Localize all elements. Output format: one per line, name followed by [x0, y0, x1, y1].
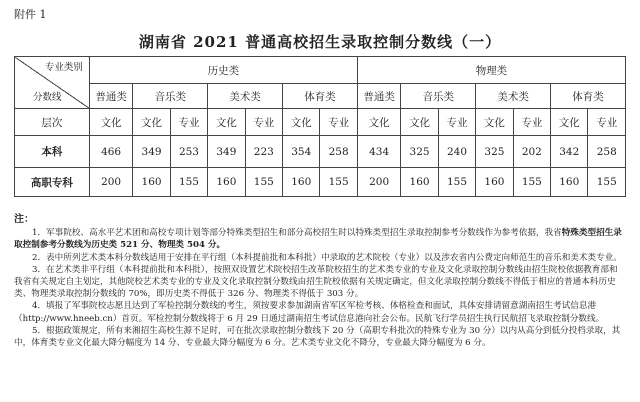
category-header: 体育类 [551, 84, 626, 109]
subheader-cell: 专业 [320, 109, 357, 136]
subheader-cell: 文化 [357, 109, 400, 136]
subheader-cell: 专业 [588, 109, 626, 136]
category-header: 美术类 [476, 84, 551, 109]
document-title: 湖南省 2021 普通高校招生录取控制分数线（一） [138, 33, 502, 51]
table-cell: 258 [588, 136, 626, 168]
note-item [14, 264, 626, 301]
score-table [14, 56, 626, 197]
subheader-cell: 文化 [283, 109, 320, 136]
attachment-label: 附件 1 [14, 8, 47, 21]
note-item [14, 252, 626, 264]
note-emphasis: 特殊类型招生录取控制参考分数线为历史类 521 分、物理类 504 分。 [14, 228, 622, 251]
note-text: 5．根据政策规定，所有来湘招生高校生源不足时，可在批次录取控制分数线下 20 分（高职专科批次的特殊专业为 30 分）以内从高分到低分投档录取，其中，体育类专业文化最大降分幅度为 14 分、专业最大降分幅度为 6 分。艺术类专业文化不降分，专业最大降分幅度为 6 分。 [14, 325, 621, 349]
table-cell: 325 [401, 136, 438, 168]
table-cell: 155 [245, 168, 282, 197]
table-cell: 200 [89, 168, 132, 197]
table-cell: 202 [513, 136, 550, 168]
subheader-cell: 专业 [438, 109, 475, 136]
table-cell: 466 [89, 136, 132, 168]
table-cell: 160 [133, 168, 170, 197]
subheader-cell: 文化 [476, 109, 513, 136]
category-header: 普通类 [357, 84, 400, 109]
table-cell: 160 [208, 168, 245, 197]
row-label: 本科 [15, 136, 90, 168]
table-cell: 342 [551, 136, 588, 168]
table-cell: 354 [283, 136, 320, 168]
subheader-cell: 专业 [245, 109, 282, 136]
row-label: 高职专科 [15, 168, 90, 197]
subheader-cell: 专业 [170, 109, 207, 136]
corner-top-label: 专业类别 [44, 62, 83, 73]
table-cell: 160 [476, 168, 513, 197]
table-cell: 240 [438, 136, 475, 168]
note-text: 4．填报了军事院校志愿且达到了军检控制分数线的考生，须按要求参加湖南省军区军检考核、体格检查和面试，具体安排请留意湖南招生考试信息港（http://www.hneeb.cn）首页。军检控制分数线将于 6 月 29 日通过湖南招生考试信息港向社会公布。民航飞行学员招生执行民航招飞录取控制分数线。 [14, 301, 605, 324]
notes-title: 注： [14, 214, 34, 225]
table-row [15, 136, 626, 168]
note-text: 1．军事院校、高水平艺术团和高校专项计划等部分特殊类型招生和部分高校招生时以特殊类型招生录取控制参考分数线作为参考依据，我省 [32, 228, 562, 239]
category-header: 音乐类 [133, 84, 208, 109]
table-row [15, 168, 626, 197]
table-cell: 160 [551, 168, 588, 197]
level-header: 层次 [15, 109, 90, 136]
category-header: 普通类 [89, 84, 132, 109]
note-text: 3．在艺术类非平行组（本科提前批和本科批），按照双设置艺术院校招生改革院校招生的艺术类专业的专业及文化录取控制分数线由招生院校依据教育部和我省有关规定自主划定，其他院校艺术类专业的专业及文化录取控制分数线由招生院校依据有关规定确定，但文化录取控制分数线不得低于相应的普通本科历史类、物理类录取控制分数线的 70%，即历史类不得低于 326 分、物理类不得低于 303 分。 [14, 264, 618, 300]
table-cell: 434 [357, 136, 400, 168]
subheader-cell: 文化 [208, 109, 245, 136]
category-header: 音乐类 [401, 84, 476, 109]
corner-header-cell [15, 57, 90, 109]
table-cell: 258 [320, 136, 357, 168]
note-text: 2．表中所列艺术类本科分数线适用于安排在平行组（本科提前批和本科批）中录取的艺术院校（专业）以及涉农省内公费定向师范生的音乐和美术类专业。 [32, 252, 622, 263]
table-cell: 155 [588, 168, 626, 197]
note-item [14, 227, 626, 251]
table-cell: 155 [513, 168, 550, 197]
subheader-cell: 文化 [401, 109, 438, 136]
table-cell: 155 [320, 168, 357, 197]
table-cell: 325 [476, 136, 513, 168]
notes-section [14, 214, 626, 349]
subheader-cell: 专业 [513, 109, 550, 136]
table-cell: 200 [357, 168, 400, 197]
table-cell: 160 [401, 168, 438, 197]
subheader-cell: 文化 [551, 109, 588, 136]
table-cell: 155 [438, 168, 475, 197]
group-header-history: 历史类 [89, 57, 357, 84]
table-cell: 155 [170, 168, 207, 197]
category-header: 体育类 [283, 84, 358, 109]
table-cell: 253 [170, 136, 207, 168]
category-header: 美术类 [208, 84, 283, 109]
note-item [14, 325, 626, 349]
table-cell: 349 [133, 136, 170, 168]
corner-mid-label: 分数线 [33, 92, 62, 103]
table-cell: 160 [283, 168, 320, 197]
table-cell: 349 [208, 136, 245, 168]
note-item [14, 300, 626, 324]
table-cell: 223 [245, 136, 282, 168]
group-header-physics: 物理类 [357, 57, 625, 84]
subheader-cell: 文化 [89, 109, 132, 136]
subheader-cell: 文化 [133, 109, 170, 136]
